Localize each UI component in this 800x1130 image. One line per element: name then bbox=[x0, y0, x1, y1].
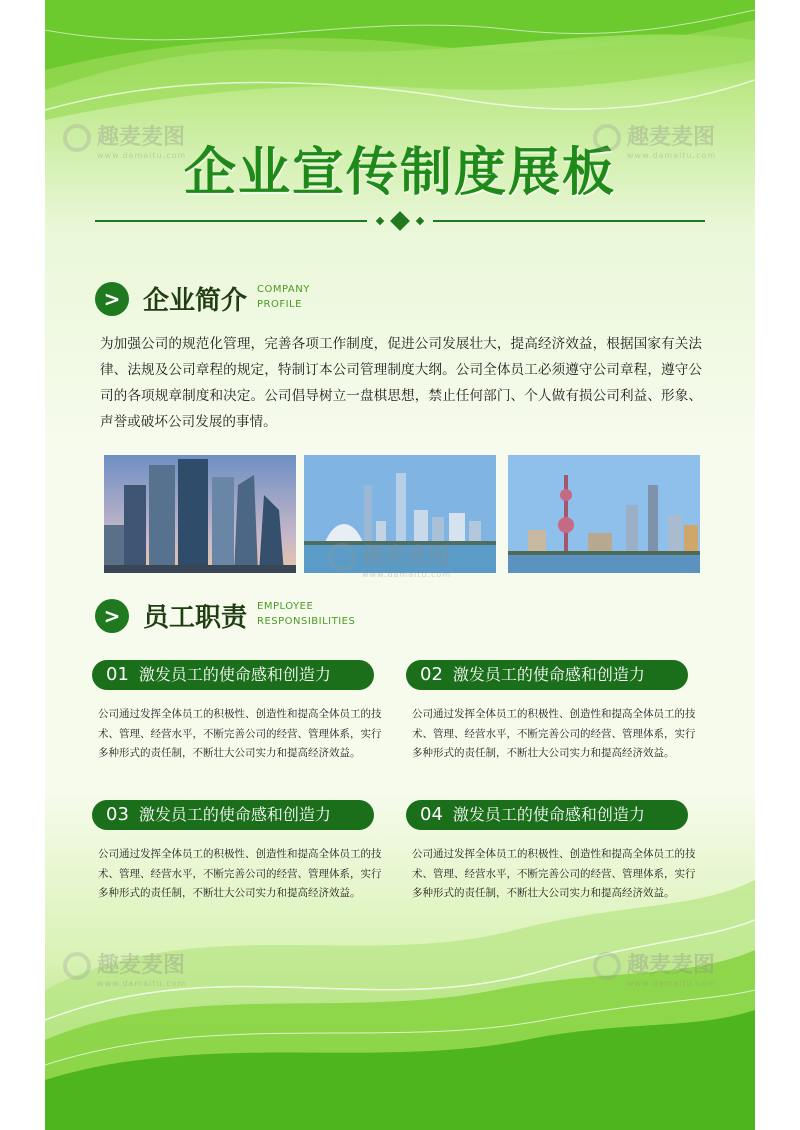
duty-heading-03: 03 激发员工的使命感和创造力 bbox=[92, 800, 374, 830]
duty-text-03: 公司通过发挥全体员工的积极性、创造性和提高全体员工的技术、管理、经营水平，不断完善公司的经营、管理体系，实行多种形式的责任制，不断壮大公司实力和提高经济效益。 bbox=[98, 848, 382, 899]
watermark: 趣麦麦图 www.damaitu.com bbox=[627, 125, 717, 160]
watermark: 趣麦麦图 www.damaitu.com bbox=[362, 544, 452, 579]
intro-paragraph: 为加强公司的规范化管理，完善各项工作制度，促进公司发展壮大，提高经济效益，根据国家有关法律、法规及公司章程的规定，特制订本公司管理制度大纲。公司全体员工必须遵守公司章程，遵守公司的各项规章制度和决定。公司倡导树立一盘棋思想，禁止任何部门、个人做有损公司利益、形象、声誉或破坏公司发展的事情。 bbox=[100, 336, 702, 430]
intro-section-title: 企业简介 bbox=[143, 286, 248, 316]
intro-section-english: COMPANY PROFILE bbox=[257, 284, 310, 310]
bottom-wave-decoration bbox=[45, 870, 755, 1130]
chevron-right-icon: > bbox=[95, 599, 129, 633]
watermark-logo-icon bbox=[63, 952, 91, 980]
city-photo-skyscrapers bbox=[104, 455, 296, 573]
duty-heading-01: 01 激发员工的使命感和创造力 bbox=[92, 660, 374, 690]
watermark-logo-icon bbox=[593, 952, 621, 980]
watermark-logo-icon bbox=[63, 124, 91, 152]
duty-text-01: 公司通过发挥全体员工的积极性、创造性和提高全体员工的技术、管理、经营水平，不断完善公司的经营、管理体系，实行多种形式的责任制，不断壮大公司实力和提高经济效益。 bbox=[98, 708, 382, 759]
chevron-right-icon: > bbox=[95, 282, 129, 316]
title-divider bbox=[95, 210, 705, 232]
watermark: 趣麦麦图 www.damaitu.com bbox=[97, 953, 187, 988]
duty-text-02: 公司通过发挥全体员工的积极性、创造性和提高全体员工的技术、管理、经营水平，不断完善公司的经营、管理体系，实行多种形式的责任制，不断壮大公司实力和提高经济效益。 bbox=[412, 708, 696, 759]
duty-text-04: 公司通过发挥全体员工的积极性、创造性和提高全体员工的技术、管理、经营水平，不断完善公司的经营、管理体系，实行多种形式的责任制，不断壮大公司实力和提高经济效益。 bbox=[412, 848, 696, 899]
duties-section-title: 员工职责 bbox=[143, 603, 248, 633]
watermark: 趣麦麦图 www.damaitu.com bbox=[97, 125, 187, 160]
poster-title: 企业宣传制度展板 bbox=[183, 142, 616, 203]
city-photo-skyline bbox=[508, 455, 700, 573]
watermark-logo-icon bbox=[593, 124, 621, 152]
watermark-logo-icon bbox=[328, 543, 356, 571]
duty-heading-02: 02 激发员工的使命感和创造力 bbox=[406, 660, 688, 690]
duty-heading-04: 04 激发员工的使命感和创造力 bbox=[406, 800, 688, 830]
poster-board bbox=[45, 0, 755, 1130]
watermark: 趣麦麦图 www.damaitu.com bbox=[627, 953, 717, 988]
duties-section-english: EMPLOYEE RESPONSIBILITIES bbox=[257, 601, 356, 627]
